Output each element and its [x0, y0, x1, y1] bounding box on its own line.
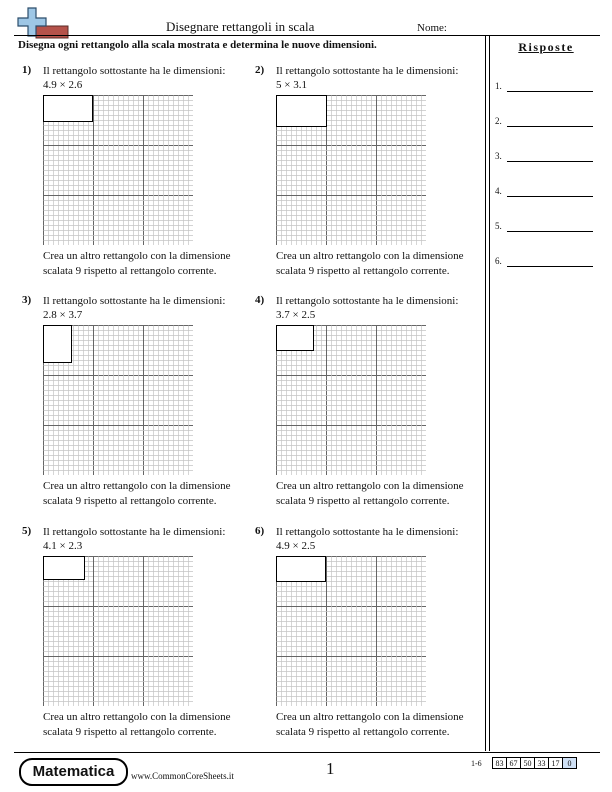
drawing-grid[interactable] [43, 95, 193, 245]
score-cell: 17 [549, 758, 563, 769]
given-rectangle [44, 96, 93, 122]
problem-dimensions: 4.1 × 2.3 [43, 540, 83, 552]
answer-column-divider [485, 36, 486, 751]
problem-text: Il rettangolo sottostante ha le dimensioni: [43, 526, 226, 538]
problem-number: 3) [22, 294, 32, 306]
drawing-grid[interactable] [43, 556, 193, 706]
footer-rule [14, 752, 600, 753]
problem-text: Il rettangolo sottostante ha le dimensioni: [276, 65, 459, 77]
answers-title: Risposte [518, 40, 574, 54]
name-label: Nome: [417, 22, 447, 34]
score-cell: 33 [535, 758, 549, 769]
drawing-grid[interactable] [276, 556, 426, 706]
answer-label: 1. [495, 81, 502, 91]
footer-url[interactable]: www.CommonCoreSheets.it [131, 771, 234, 781]
answer-line[interactable] [507, 126, 593, 127]
answer-label: 6. [495, 256, 502, 266]
problem-number: 1) [22, 64, 32, 76]
answer-line[interactable] [507, 161, 593, 162]
problem-number: 6) [255, 525, 265, 537]
problem-dimensions: 4.9 × 2.6 [43, 79, 83, 91]
brand-badge: Matematica [19, 758, 128, 786]
answer-label: 2. [495, 116, 502, 126]
problem-text: Il rettangolo sottostante ha le dimensioni: [276, 526, 459, 538]
problem-instruction: Crea un altro rettangolo con la dimensione scalata 9 rispetto al rettangolo corrente. [43, 250, 231, 277]
drawing-grid[interactable] [43, 325, 193, 475]
drawing-grid[interactable] [276, 95, 426, 245]
answer-line[interactable] [507, 231, 593, 232]
problem-dimensions: 5 × 3.1 [276, 79, 307, 91]
given-rectangle [44, 326, 72, 363]
score-cell: 67 [507, 758, 521, 769]
problem-instruction: Crea un altro rettangolo con la dimensione scalata 9 rispetto al rettangolo corrente. [43, 480, 231, 507]
given-rectangle [277, 557, 326, 582]
answer-label: 5. [495, 221, 502, 231]
drawing-grid[interactable] [276, 325, 426, 475]
instructions: Disegna ogni rettangolo alla scala mostrata e determina le nuove dimensioni. [18, 39, 377, 51]
problem-text: Il rettangolo sottostante ha le dimensioni: [276, 295, 459, 307]
page-title: Disegnare rettangoli in scala [166, 19, 315, 34]
page-number: 1 [326, 759, 335, 778]
problem-number: 4) [255, 294, 265, 306]
score-cell: 83 [493, 758, 507, 769]
score-table [492, 757, 577, 769]
score-range: 1-6 [471, 759, 482, 768]
problem-text: Il rettangolo sottostante ha le dimensioni: [43, 65, 226, 77]
problem-number: 5) [22, 525, 32, 537]
problem-dimensions: 4.9 × 2.5 [276, 540, 316, 552]
answer-label: 4. [495, 186, 502, 196]
score-cell: 50 [521, 758, 535, 769]
answer-line[interactable] [507, 266, 593, 267]
problem-instruction: Crea un altro rettangolo con la dimensione scalata 9 rispetto al rettangolo corrente. [276, 250, 464, 277]
answer-column-divider [489, 36, 490, 751]
problem-dimensions: 2.8 × 3.7 [43, 309, 83, 321]
given-rectangle [44, 557, 85, 580]
score-cell: 0 [563, 758, 577, 769]
given-rectangle [277, 96, 327, 127]
given-rectangle [277, 326, 314, 351]
problem-dimensions: 3.7 × 2.5 [276, 309, 316, 321]
problem-instruction: Crea un altro rettangolo con la dimensione scalata 9 rispetto al rettangolo corrente. [276, 480, 464, 507]
answer-label: 3. [495, 151, 502, 161]
header-rule [14, 35, 600, 36]
answer-line[interactable] [507, 91, 593, 92]
problem-instruction: Crea un altro rettangolo con la dimensione scalata 9 rispetto al rettangolo corrente. [43, 711, 231, 738]
problem-text: Il rettangolo sottostante ha le dimensioni: [43, 295, 226, 307]
problem-number: 2) [255, 64, 265, 76]
problem-instruction: Crea un altro rettangolo con la dimensione scalata 9 rispetto al rettangolo corrente. [276, 711, 464, 738]
answer-line[interactable] [507, 196, 593, 197]
